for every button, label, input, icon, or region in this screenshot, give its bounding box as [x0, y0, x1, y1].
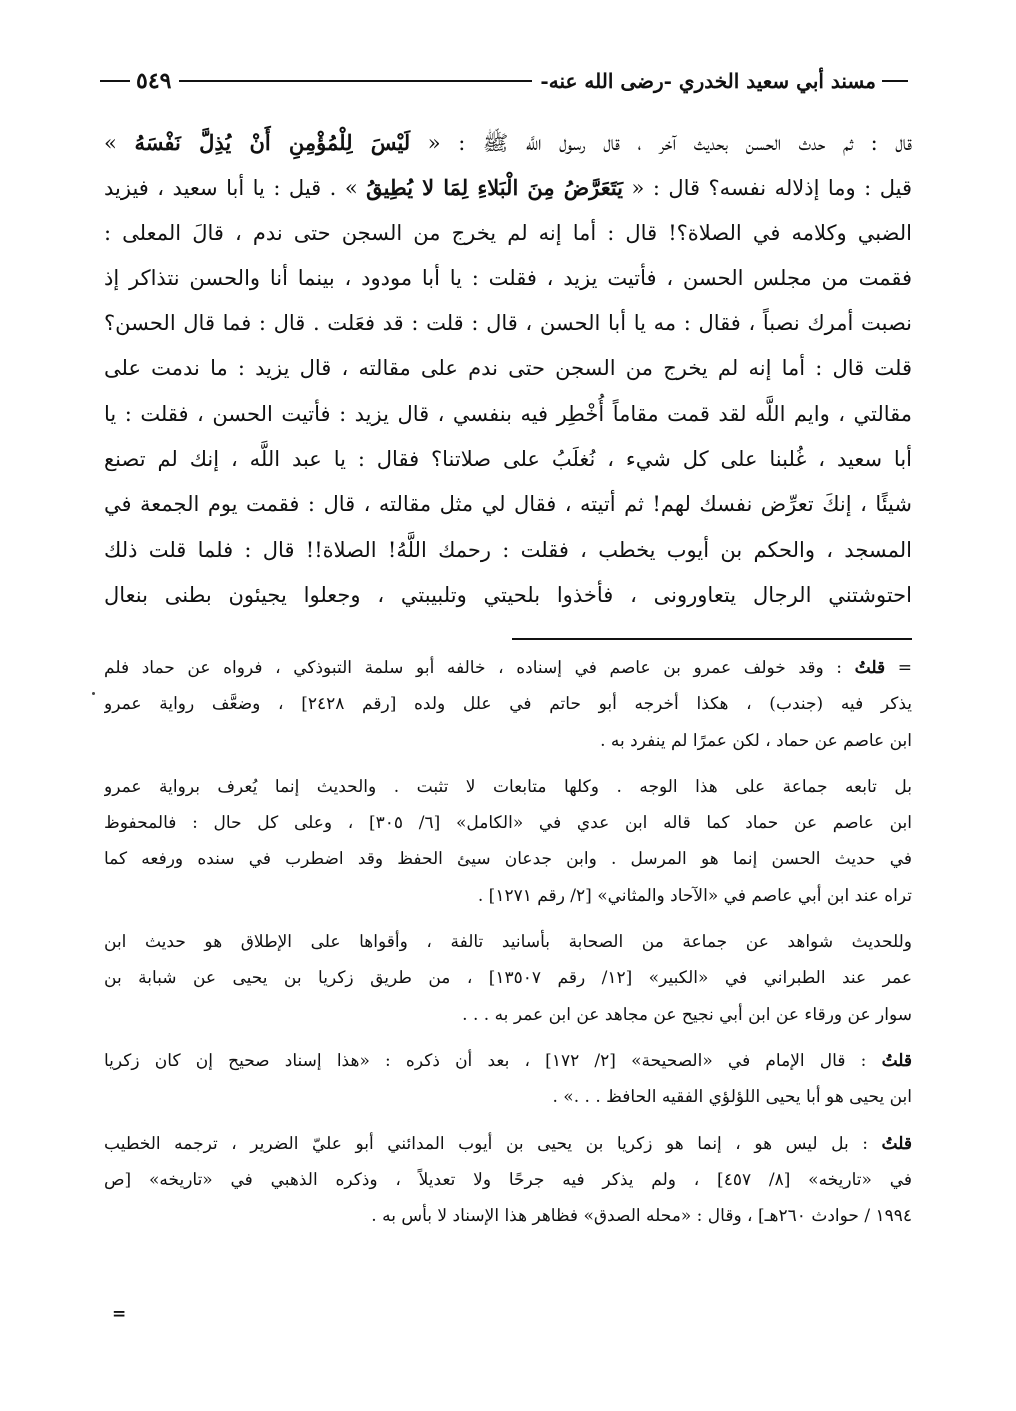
main-text-line [104, 482, 912, 527]
text-run: » [104, 131, 135, 155]
text-run: الضبي وكلامه في الصلاة؟! قال : أما إنه لم يخرج من السجن حتى ندم ، قالَ المعلى : [104, 220, 912, 245]
text-run: مقالتي ، وايم اللَّه لقد قمت مقاماً أُخْطِر فيه بنفسي ، قال يزيد : فأتيت الحسن ، فقلت : يا [104, 401, 912, 426]
text-run: عمر عند الطبراني في «الكبير» [١٢/ رقم ١٣٥٠٧] ، من طريق زكريا بن يحيى عن شبابة بن [104, 968, 912, 989]
footnote-line [104, 960, 912, 996]
footnote-line [104, 686, 912, 722]
text-run: = [885, 658, 912, 678]
footnote-paragraph [104, 1126, 912, 1235]
footnote-line [104, 805, 912, 841]
text-run: ١٩٩٤ / حوادث ٢٦٠هـ] ، وقال : «محله الصدق» فظاهر هذا الإسناد لا بأس به . [371, 1206, 912, 1227]
text-run: وللحديث شواهد عن جماعة من الصحابة بأسانيد تالفة ، وأقواها على الإطلاق هو حديث ابن [104, 932, 912, 953]
footnote-line [104, 1198, 912, 1234]
footnote-line [104, 1079, 912, 1115]
footnote-line [104, 723, 912, 759]
hadith-quote: لَيْسَ لِلْمُؤْمِنِ أَنْ يُذِلَّ نَفْسَهُ [134, 130, 411, 155]
footnote-paragraph [104, 650, 912, 759]
text-run: احتوشتني الرجال يتعاورونى ، فأخذوا بلحيتي وتلبيبتي ، وجعلوا يجيئون بطنى بنعال [104, 582, 912, 607]
header-lead-dash [882, 80, 908, 82]
text-run: قيل : وما إذلاله نفسه؟ قال : « [623, 176, 912, 201]
footnote-separator [512, 638, 912, 640]
footnote-label: قلتُ [881, 1050, 912, 1071]
footnote-label: قلتُ [854, 658, 886, 678]
text-run: نصبت أمرك نصباً ، فقال : مه يا أبا الحسن ، قال : قلت : قد فعَلت . قال : فما قال الحسن؟ [104, 311, 912, 336]
text-run: في «تاريخه» [٨/ ٤٥٧] ، ولم يذكر فيه جرحًا ولا تعديلاً ، وذكره الذهبي في «تاريخه» [ص [104, 1169, 912, 1190]
page-number: ٥٤٩ [136, 68, 172, 94]
text-run: يذكر فيه (جندب) ، هكذا أخرجه أبو حاتم في علل ولده [رقم ٢٤٢٨] ، وضعَّف رواية عمرو [104, 694, 912, 715]
hadith-quote: يَتَعَرَّضُ مِنَ الْبَلاءِ لِمَا لا يُطِيقُ [366, 175, 624, 201]
text-run: تراه عند ابن أبي عاصم في «الآحاد والمثاني» [٢/ رقم ١٢٧١] . [477, 885, 912, 906]
footnotes [104, 650, 912, 1244]
footnote-line [104, 1043, 912, 1079]
footnote-paragraph [104, 924, 912, 1033]
footnote-line [104, 1126, 912, 1162]
text-run: : بل ليس هو ، إنما هو زكريا بن يحيى بن أيوب المدائني أبو عليّ الضرير ، ترجمه الخطيب [104, 1133, 882, 1154]
text-run: فقمت من مجلس الحسن ، فأتيت يزيد ، فقلت : يا أبا مودود ، بينما أنا والحسن نتذاكر إذ [104, 265, 912, 290]
header-rule [179, 80, 532, 82]
text-run: المسجد ، والحكم بن أيوب يخطب ، فقلت : رحمك اللَّهُ! الصلاة!! قال : فلما قلت ذلك [104, 537, 912, 562]
text-run: قال : ثم حدث الحسن بحديث آخر ، قال رسول اللَّه ﷺ : « [410, 131, 912, 155]
main-text-line [104, 437, 912, 482]
text-run: أبا سعيد ، غُلبنا على كل شيء ، نُغلَبُ على صلاتنا؟ فقال : يا عبد اللَّه ، إنك لم تصنع [104, 447, 912, 472]
text-run: في حديث الحسن إنما هو المرسل . وابن جدعان سيئ الحفظ وقد اضطرب في سنده ورفعه كما [104, 849, 912, 870]
main-text-line [104, 120, 912, 165]
main-text-line [104, 392, 912, 437]
scan-speck [92, 692, 95, 695]
main-text-line [104, 528, 912, 573]
footnote-line [104, 878, 912, 914]
footnote-line [104, 769, 912, 805]
text-run: قلت قال : أما إنه لم يخرج من السجن حتى ندم على مقالته ، قال يزيد : ما ندمت على [104, 356, 912, 381]
text-run: » . قيل : يا أبا سعيد ، فيزيد [104, 176, 367, 201]
main-text-line [104, 573, 912, 618]
footnote-line [104, 1162, 912, 1198]
text-run: : قال الإمام في «الصحيحة» [٢/ ١٧٢] ، بعد أن ذكره : «هذا إسناد صحيح إن كان زكريا [104, 1050, 882, 1071]
main-text-line [104, 165, 912, 210]
text-run: : وقد خولف عمرو بن عاصم في إسناده ، خالفه أبو سلمة التبوذكي ، فرواه عن حماد فلم [104, 658, 855, 678]
text-run: سوار عن ورقاء عن ابن أبي نجيح عن مجاهد عن ابن عمر به . . . [462, 1004, 912, 1025]
continuation-mark: = [112, 1304, 127, 1324]
header-tail-dash [100, 80, 130, 82]
footnote-line [104, 841, 912, 877]
footnote-paragraph [104, 769, 912, 914]
header-title: مسند أبي سعيد الخدري -رضى الله عنه- [540, 69, 876, 93]
main-text-line [104, 301, 912, 346]
text-run: شيئًا ، إنكَ تعرِّض نفسك لهم! ثم أتيته ، فقال لي مثل مقالته ، قال : فقمت يوم الجمعة في [104, 492, 912, 517]
text-run: ابن عاصم عن حماد كما قاله ابن عدي في «الكامل» [٦/ ٣٠٥] ، وعلى كل حال : فالمحفوظ [104, 813, 912, 834]
footnote-line [104, 650, 912, 686]
text-run: بل تابعه جماعة على هذا الوجه . وكلها متابعات لا تثبت . والحديث إنما يُعرف برواية عمرو [104, 776, 912, 797]
footnote-paragraph [104, 1043, 912, 1116]
footnote-line [104, 924, 912, 960]
main-text-line [104, 256, 912, 301]
main-text-line [104, 211, 912, 256]
footnote-line [104, 997, 912, 1033]
footnote-label: قلتُ [881, 1133, 912, 1154]
text-run: ابن يحيى هو أبا يحيى اللؤلؤي الفقيه الحافظ . . .» . [552, 1087, 912, 1108]
main-text [104, 120, 912, 618]
text-run: ابن عاصم عن حماد ، لكن عمرًا لم ينفرد به . [600, 730, 912, 751]
running-header [100, 64, 908, 98]
main-text-line [104, 346, 912, 391]
